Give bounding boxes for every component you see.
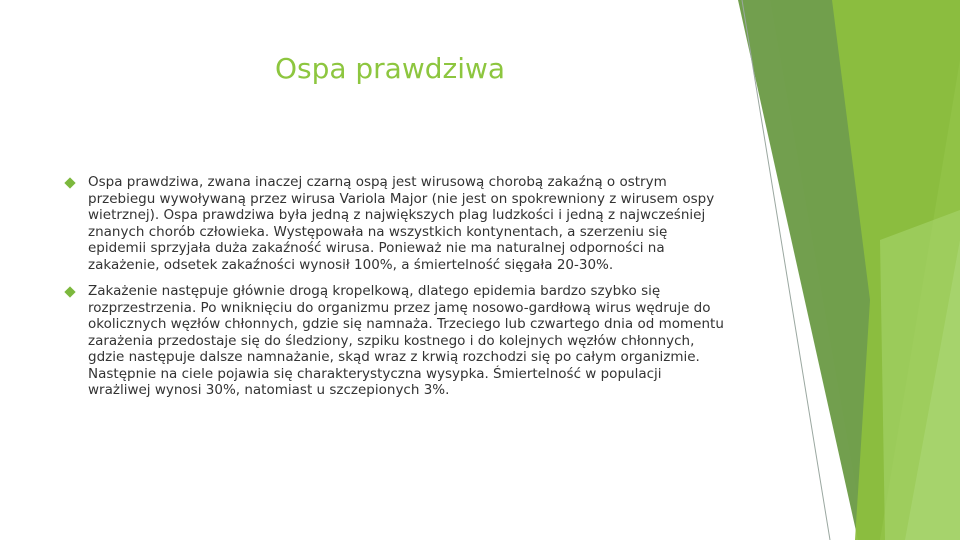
diamond-bullet-icon	[64, 286, 75, 297]
diamond-bullet-icon	[64, 177, 75, 188]
bullet-text: Ospa prawdziwa, zwana inaczej czarną ospą jest wirusową chorobą zakaźną o ostrym przebiegu wywoływaną przez wirusa Variola Major (nie jest on spokrewniony z wirusem ospy wietrznej). Ospa prawdziwa była jedną z największych plag ludzkości i jedną z najwcześniej znanych chorób człowieka. Występowała na wszystkich kontynentach, a szerzeniu się epidemii sprzyjała duża zakaźność wirusa. Ponieważ nie ma naturalnej odporności na zakażenie, odsetek zakaźności wynosił 100%, a śmiertelność sięgała 20‑30%.	[88, 174, 715, 273]
deco-soft-wedge	[880, 210, 960, 540]
page-title: Ospa prawdziwa	[274, 52, 506, 85]
list-item	[66, 174, 726, 273]
bullet-list	[66, 174, 726, 409]
list-item	[66, 283, 726, 399]
bullet-text: Zakażenie następuje głównie drogą kropelkową, dlatego epidemia bardzo szybko się rozprzestrzenia. Po wniknięciu do organizmu przez jamę nosowo-gardłową wirus wędruje do okolicznych węzłów chłonnych, gdzie się namnaża. Trzeciego lub czwartego dnia od momentu zarażenia przedostaje się do śledziony, szpiku kostnego i do kolejnych węzłów chłonnych, gdzie następuje dalsze namnażanie, skąd wraz z krwią rozchodzi się po całym organizmie. Następnie na ciele pojawia się charakterystyczna wysypka. Śmiertelność w populacji wrażliwej wynosi 30%, natomiast u szczepionych 3%.	[88, 283, 724, 398]
